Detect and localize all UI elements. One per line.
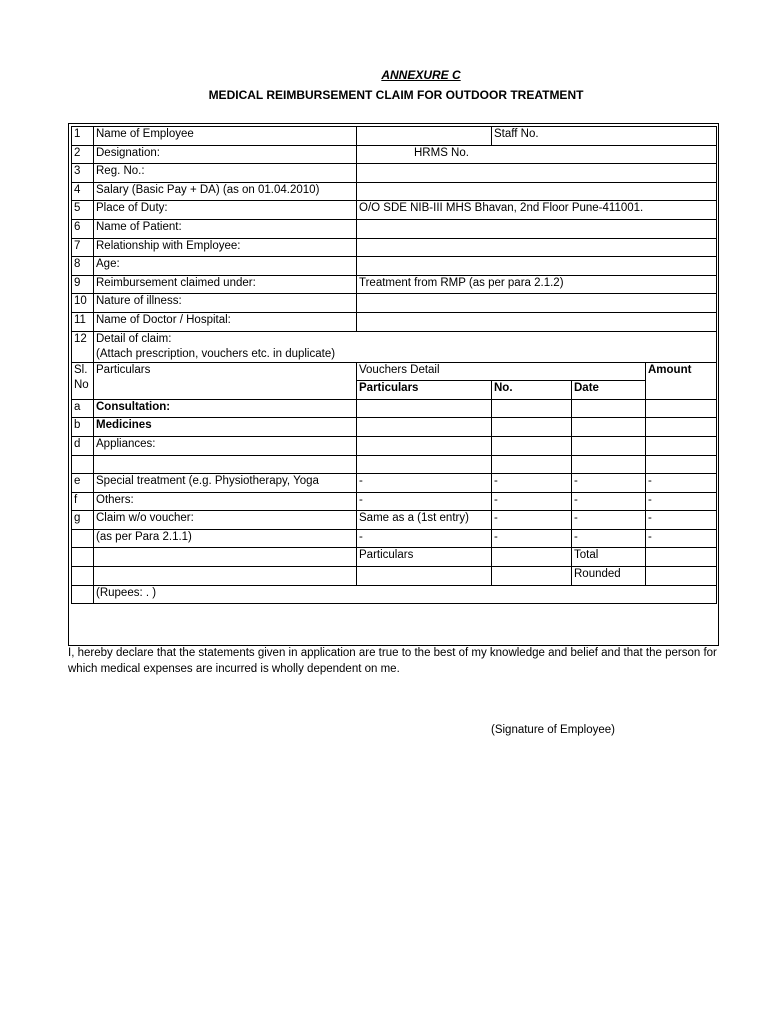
claim-detail-label <box>94 331 717 362</box>
claim-row-blank <box>72 455 717 474</box>
form-title: MEDICAL REIMBURSEMENT CLAIM FOR OUTDOOR TREATMENT <box>208 88 584 102</box>
sl-cell: a <box>72 399 94 418</box>
voucher-particulars-cell[interactable]: - <box>357 474 492 493</box>
sl-cell: d <box>72 436 94 455</box>
amount-header: Amount <box>646 362 717 399</box>
row-number: 5 <box>72 201 94 220</box>
annexure-label: ANNEXURE C <box>381 68 461 82</box>
voucher-date-cell[interactable] <box>572 455 646 474</box>
total-label: Total <box>572 548 646 567</box>
rupees-row <box>72 585 717 604</box>
total-amount-cell[interactable] <box>646 548 717 567</box>
item-label: (as per Para 2.1.1) <box>94 529 357 548</box>
voucher-no-cell[interactable]: - <box>492 511 572 530</box>
row-number: 2 <box>72 145 94 164</box>
field-label: Name of Patient: <box>94 219 357 238</box>
age-input[interactable] <box>357 257 717 276</box>
sl-cell <box>72 548 94 567</box>
field-row-doctor <box>72 312 717 331</box>
row-number: 7 <box>72 238 94 257</box>
rounded-amount-cell[interactable] <box>646 567 717 586</box>
voucher-particulars-header: Particulars <box>357 381 492 400</box>
field-label: Place of Duty: <box>94 201 357 220</box>
voucher-particulars-cell <box>357 567 492 586</box>
item-label: Consultation: <box>94 399 357 418</box>
rounded-row <box>72 567 717 586</box>
amount-cell[interactable] <box>646 418 717 437</box>
vouchers-detail-header: Vouchers Detail <box>357 362 646 381</box>
salary-input[interactable] <box>357 182 717 201</box>
voucher-no-cell[interactable]: - <box>492 474 572 493</box>
claim-form-table <box>71 126 717 604</box>
rupees-in-words[interactable]: (Rupees: . ) <box>94 585 717 604</box>
particulars-header: Particulars <box>94 362 357 399</box>
voucher-date-cell[interactable] <box>572 418 646 437</box>
voucher-particulars-cell[interactable] <box>357 418 492 437</box>
reimbursement-type-value[interactable]: Treatment from RMP (as per para 2.1.2) <box>357 275 717 294</box>
total-row <box>72 548 717 567</box>
amount-cell[interactable]: - <box>646 474 717 493</box>
field-label: Designation: <box>94 145 357 164</box>
sl-cell <box>72 529 94 548</box>
field-row-salary <box>72 182 717 201</box>
employee-name-input[interactable] <box>357 127 492 146</box>
claim-row-special-treatment <box>72 474 717 493</box>
doctor-hospital-input[interactable] <box>357 312 717 331</box>
row-number: 9 <box>72 275 94 294</box>
sl-label: Sl. <box>74 363 88 376</box>
voucher-no-cell[interactable]: - <box>492 529 572 548</box>
voucher-date-cell[interactable]: - <box>572 474 646 493</box>
claim-row-medicines <box>72 418 717 437</box>
voucher-particulars-cell[interactable] <box>357 436 492 455</box>
voucher-date-cell[interactable]: - <box>572 511 646 530</box>
field-row-age <box>72 257 717 276</box>
item-label <box>94 548 357 567</box>
amount-cell[interactable] <box>646 399 717 418</box>
voucher-particulars-cell[interactable]: - <box>357 492 492 511</box>
field-row-nature-of-illness <box>72 294 717 313</box>
illness-input[interactable] <box>357 294 717 313</box>
voucher-no-cell <box>492 567 572 586</box>
field-label: Age: <box>94 257 357 276</box>
voucher-no-cell[interactable] <box>492 455 572 474</box>
field-row-designation <box>72 145 717 164</box>
relationship-input[interactable] <box>357 238 717 257</box>
field-row-place-of-duty <box>72 201 717 220</box>
rounded-label: Rounded <box>572 567 646 586</box>
row-number: 12 <box>72 331 94 362</box>
field-row-reimbursement-type <box>72 275 717 294</box>
sl-cell <box>72 567 94 586</box>
sl-cell: e <box>72 474 94 493</box>
item-label: Claim w/o voucher: <box>94 511 357 530</box>
sl-cell <box>72 585 94 604</box>
signature-label: (Signature of Employee) <box>491 724 616 736</box>
voucher-no-cell <box>492 548 572 567</box>
amount-cell[interactable] <box>646 455 717 474</box>
claim-header-row <box>72 362 717 381</box>
voucher-date-cell[interactable] <box>572 399 646 418</box>
row-number: 10 <box>72 294 94 313</box>
amount-cell[interactable] <box>646 436 717 455</box>
reg-no-input[interactable] <box>357 164 717 183</box>
item-label: Medicines <box>94 418 357 437</box>
item-label: Others: <box>94 492 357 511</box>
field-row-employee-name <box>72 127 717 146</box>
voucher-particulars-cell[interactable]: Same as a (1st entry) <box>357 511 492 530</box>
item-label <box>94 455 357 474</box>
field-label: Name of Doctor / Hospital: <box>94 312 357 331</box>
field-row-reg-no <box>72 164 717 183</box>
claim-row-appliances <box>72 436 717 455</box>
patient-name-input[interactable] <box>357 219 717 238</box>
amount-cell[interactable]: - <box>646 529 717 548</box>
field-label: Name of Employee <box>94 127 357 146</box>
field-label: Reg. No.: <box>94 164 357 183</box>
claim-form <box>68 123 719 646</box>
item-label: Appliances: <box>94 436 357 455</box>
field-label: Salary (Basic Pay + DA) (as on 01.04.2010) <box>94 182 357 201</box>
row-number: 3 <box>72 164 94 183</box>
row-number: 4 <box>72 182 94 201</box>
field-row-relationship <box>72 238 717 257</box>
field-row-claim-detail <box>72 331 717 362</box>
field-label: Relationship with Employee: <box>94 238 357 257</box>
item-label <box>94 567 357 586</box>
sl-cell <box>72 455 94 474</box>
amount-cell[interactable]: - <box>646 492 717 511</box>
field-label: Nature of illness: <box>94 294 357 313</box>
voucher-particulars-cell[interactable] <box>357 455 492 474</box>
voucher-particulars-cell[interactable]: - <box>357 529 492 548</box>
voucher-no-cell[interactable] <box>492 418 572 437</box>
total-particulars-label: Particulars <box>357 548 492 567</box>
field-row-patient-name <box>72 219 717 238</box>
voucher-particulars-cell[interactable] <box>357 399 492 418</box>
place-of-duty-value[interactable]: O/O SDE NIB-III MHS Bhavan, 2nd Floor Pune-411001. <box>357 201 717 220</box>
voucher-date-header: Date <box>572 381 646 400</box>
hrms-no-field[interactable]: HRMS No. <box>357 145 717 164</box>
declaration-text: I, hereby declare that the statements given in application are true to the best of my knowledge and belief and that the person for which medical expenses are incurred is wholly dependent on me. <box>68 647 717 675</box>
sl-cell: b <box>72 418 94 437</box>
amount-cell[interactable]: - <box>646 511 717 530</box>
staff-no-field[interactable]: Staff No. <box>492 127 717 146</box>
claim-detail-title: Detail of claim: <box>96 332 172 345</box>
claim-row-para-note <box>72 529 717 548</box>
voucher-no-cell[interactable] <box>492 399 572 418</box>
voucher-date-cell[interactable]: - <box>572 529 646 548</box>
voucher-date-cell[interactable] <box>572 436 646 455</box>
no-label: No <box>74 378 89 391</box>
field-label: Reimbursement claimed under: <box>94 275 357 294</box>
voucher-no-header: No. <box>492 381 572 400</box>
claim-row-without-voucher <box>72 511 717 530</box>
sl-no-header <box>72 362 94 399</box>
claim-row-others <box>72 492 717 511</box>
item-label: Special treatment (e.g. Physiotherapy, Yoga <box>94 474 357 493</box>
sl-cell: g <box>72 511 94 530</box>
voucher-no-cell[interactable] <box>492 436 572 455</box>
row-number: 11 <box>72 312 94 331</box>
voucher-date-cell[interactable]: - <box>572 492 646 511</box>
claim-row-consultation <box>72 399 717 418</box>
voucher-no-cell[interactable]: - <box>492 492 572 511</box>
row-number: 1 <box>72 127 94 146</box>
claim-detail-note: (Attach prescription, vouchers etc. in duplicate) <box>96 347 336 360</box>
row-number: 8 <box>72 257 94 276</box>
row-number: 6 <box>72 219 94 238</box>
sl-cell: f <box>72 492 94 511</box>
